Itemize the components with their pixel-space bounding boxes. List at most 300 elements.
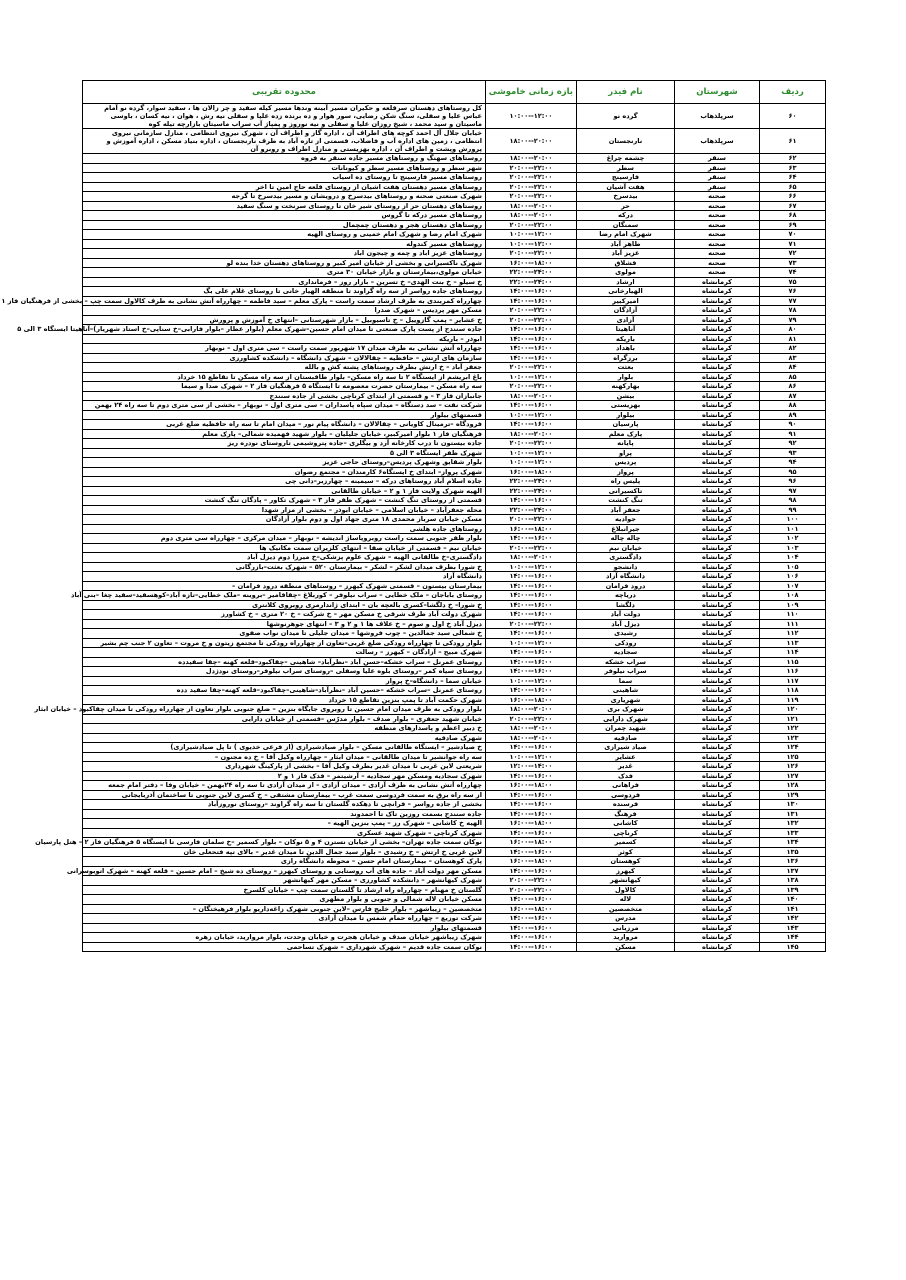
time-cell: ۱۰:۰۰--۱۲:۰۰: [486, 638, 577, 648]
row-number-cell: ۱۰۱: [760, 524, 826, 534]
table-row: [83, 410, 826, 420]
city-cell: کرمانشاه: [675, 287, 760, 297]
time-cell: ۱۰:۰۰--۱۲:۰۰: [486, 104, 577, 129]
table-row: [83, 809, 826, 819]
table-row: [83, 496, 826, 506]
table-row: [83, 553, 826, 563]
city-cell: کرمانشاه: [675, 809, 760, 819]
table-row: [83, 676, 826, 686]
row-number-cell: ۱۳۲: [760, 819, 826, 829]
row-number-cell: ۸۴: [760, 363, 826, 373]
table-body: [1, 104, 826, 952]
table-row: [83, 838, 826, 848]
row-number-cell: ۶۸: [760, 211, 826, 221]
time-cell: ۱۴:۰۰--۱۶:۰۰: [486, 591, 577, 601]
city-cell: کرمانشاه: [675, 904, 760, 914]
table-row: [83, 315, 826, 325]
time-cell: ۲۰:۰۰--۲۲:۰۰: [486, 619, 577, 629]
feeder-cell: لاله: [577, 895, 675, 905]
row-number-cell: ۱۴۴: [760, 933, 826, 943]
row-number-cell: ۹۵: [760, 467, 826, 477]
time-cell: ۲۰:۰۰--۲۲:۰۰: [486, 714, 577, 724]
time-cell: ۱۴:۰۰--۱۶:۰۰: [486, 629, 577, 639]
row-number-cell: ۷۳: [760, 258, 826, 268]
table-row: [83, 581, 826, 591]
city-cell: کرمانشاه: [675, 923, 760, 933]
row-number-cell: ۱۰۵: [760, 562, 826, 572]
table-row: [83, 591, 826, 601]
city-cell: کرمانشاه: [675, 942, 760, 952]
time-cell: ۱۴:۰۰--۱۶:۰۰: [486, 401, 577, 411]
area-cell: روستاهای عزیز اباد و چمه و چیجون اباد: [83, 249, 486, 259]
city-cell: کرمانشاه: [675, 771, 760, 781]
row-number-cell: ۸۵: [760, 372, 826, 382]
time-cell: ۱۶:۰۰--۱۸:۰۰: [486, 695, 577, 705]
feeder-cell: مروارید: [577, 933, 675, 943]
feeder-cell: سطر: [577, 163, 675, 173]
city-cell: کرمانشاه: [675, 467, 760, 477]
time-cell: ۲۰:۰۰--۲۲:۰۰: [486, 382, 577, 392]
city-cell: کرمانشاه: [675, 895, 760, 905]
city-cell: کرمانشاه: [675, 667, 760, 677]
table-row: [83, 714, 826, 724]
feeder-cell: دانشجو: [577, 562, 675, 572]
row-number-cell: ۶۷: [760, 201, 826, 211]
area-cell: روستاهای مسیر درکه تا گروس: [83, 211, 486, 221]
feeder-cell: جیرانبلاغ: [577, 524, 675, 534]
city-cell: کرمانشاه: [675, 572, 760, 582]
table-row: [83, 458, 826, 468]
row-number-cell: ۹۹: [760, 505, 826, 515]
time-cell: ۱۴:۰۰--۱۶:۰۰: [486, 800, 577, 810]
city-cell: صحنه: [675, 220, 760, 230]
city-cell: کرمانشاه: [675, 714, 760, 724]
area-cell: شهرک سجادیه ومسکن مهر سجادیه – آرشیتمر – فدک فاز ۱ و ۲: [83, 771, 486, 781]
row-number-cell: ۷۲: [760, 249, 826, 259]
city-cell: کرمانشاه: [675, 838, 760, 848]
time-cell: ۱۴:۰۰--۱۶:۰۰: [486, 866, 577, 876]
time-cell: ۲۲:۰۰--۲۴:۰۰: [486, 486, 577, 496]
row-number-cell: ۱۴۲: [760, 914, 826, 924]
time-cell: ۱۰:۰۰--۱۲:۰۰: [486, 410, 577, 420]
time-cell: ۲۰:۰۰--۲۲:۰۰: [486, 315, 577, 325]
city-cell: کرمانشاه: [675, 486, 760, 496]
time-cell: ۲۲:۰۰--۲۴:۰۰: [486, 477, 577, 487]
row-number-cell: ۷۵: [760, 277, 826, 287]
feeder-cell: کیهرز: [577, 866, 675, 876]
table-row: [83, 420, 826, 430]
table-row: [83, 268, 826, 278]
row-number-cell: ۱۰۴: [760, 553, 826, 563]
time-cell: ۱۶:۰۰--۱۸:۰۰: [486, 781, 577, 791]
area-cell: قسمتهای بیلوار: [83, 923, 486, 933]
feeder-cell: دلگشا: [577, 600, 675, 610]
feeder-cell: چشمه چراغ: [577, 154, 675, 164]
time-cell: ۱۴:۰۰--۱۶:۰۰: [486, 610, 577, 620]
time-cell: ۱۴:۰۰--۱۶:۰۰: [486, 847, 577, 857]
feeder-cell: کوثر: [577, 847, 675, 857]
table-row: [83, 705, 826, 715]
feeder-cell: شاهینی: [577, 686, 675, 696]
row-number-cell: ۱۳۱: [760, 809, 826, 819]
time-cell: ۱۰:۰۰--۱۲:۰۰: [486, 239, 577, 249]
table-row: [83, 173, 826, 183]
time-cell: ۱۸:۰۰--۲۰:۰۰: [486, 211, 577, 221]
row-number-cell: ۱۱۹: [760, 695, 826, 705]
time-cell: ۲۰:۰۰--۲۲:۰۰: [486, 163, 577, 173]
city-cell: کرمانشاه: [675, 363, 760, 373]
feeder-cell: درکه: [577, 211, 675, 221]
area-cell: بلوار رودکی به طرف میدان امام حسین تا روبروی جایگاه بنزین – ضلع جنوبی بلوار تعاون از چهارراه رودکی تا میدان چقاکبود – خیابان ابثار: [83, 705, 486, 715]
feeder-cell: سجادیه: [577, 648, 675, 658]
table-row: [83, 363, 826, 373]
time-cell: ۱۴:۰۰--۱۶:۰۰: [486, 686, 577, 696]
area-cell: خ دبیر اعظم و پاسدارهای منطقه: [83, 724, 486, 734]
row-number-cell: ۶۲: [760, 154, 826, 164]
city-cell: کرمانشاه: [675, 534, 760, 544]
feeder-cell: فارسینج: [577, 173, 675, 183]
area-cell: محله جعفرآباد – خیابان اسلامی – خیابان ابوذر – بخشی از مزار شهدا: [83, 505, 486, 515]
time-cell: ۱۰:۰۰--۱۲:۰۰: [486, 372, 577, 382]
city-cell: سرپلذهاب: [675, 129, 760, 154]
row-number-cell: ۱۳۳: [760, 828, 826, 838]
time-cell: ۱۴:۰۰--۱۶:۰۰: [486, 572, 577, 582]
city-cell: کرمانشاه: [675, 828, 760, 838]
row-number-cell: ۶۱: [760, 129, 826, 154]
time-cell: ۱۰:۰۰--۱۲:۰۰: [486, 562, 577, 572]
area-cell: خیابان مولوی،بیمارستان و بازار خیابان ۳۰ متری: [83, 268, 486, 278]
feeder-cell: سراب نیلوفر: [577, 667, 675, 677]
row-number-cell: ۷۰: [760, 230, 826, 240]
row-number-cell: ۱۰۳: [760, 543, 826, 553]
time-cell: ۱۶:۰۰--۱۸:۰۰: [486, 819, 577, 829]
row-number-cell: ۸۸: [760, 401, 826, 411]
city-cell: کرمانشاه: [675, 562, 760, 572]
table-row: [83, 781, 826, 791]
row-number-cell: ۶۴: [760, 173, 826, 183]
area-cell: چهارراه آتش نشانی به طرف میدان ۱۷ شهریور سمت راست – سی متری اول – نوبهار: [83, 344, 486, 354]
time-cell: ۱۴:۰۰--۱۶:۰۰: [486, 325, 577, 335]
row-number-cell: ۱۳۸: [760, 876, 826, 886]
feeder-cell: درود فرامان: [577, 581, 675, 591]
table-row: [83, 619, 826, 629]
row-number-cell: ۱۲۰: [760, 705, 826, 715]
city-cell: کرمانشاه: [675, 382, 760, 392]
area-cell: خ شمالی سید جمالدین – چوب فروشها – میدان جلیلی تا میدان نواب صفوی: [83, 629, 486, 639]
table-row: [83, 129, 826, 154]
area-cell: جانبازان فاز ۳ – و قسمتی از ابتدای کرناچی بخشی از جاده سنندج: [83, 391, 486, 401]
table-row: [83, 429, 826, 439]
row-number-cell: ۹۲: [760, 439, 826, 449]
feeder-cell: فدک: [577, 771, 675, 781]
time-cell: ۱۸:۰۰--۲۰:۰۰: [486, 724, 577, 734]
table-row: [83, 201, 826, 211]
time-cell: ۱۴:۰۰--۱۶:۰۰: [486, 534, 577, 544]
time-cell: ۱۲:۰۰--۱۴:۰۰: [486, 762, 577, 772]
feeder-cell: دانشگاه آزاد: [577, 572, 675, 582]
row-number-cell: ۸۳: [760, 353, 826, 363]
time-cell: ۱۴:۰۰--۱۶:۰۰: [486, 923, 577, 933]
row-number-cell: ۸۰: [760, 325, 826, 335]
city-cell: کرمانشاه: [675, 610, 760, 620]
area-cell: روستای عمرنل –سراب خشکه –حسین آباد –نظرآباد–شاهینی–چقاکبود–قلعه کهنه–چقا سفید دده: [83, 686, 486, 696]
row-number-cell: ۹۳: [760, 448, 826, 458]
city-cell: کرمانشاه: [675, 325, 760, 335]
feeder-cell: کوهستان: [577, 857, 675, 867]
city-cell: کرمانشاه: [675, 353, 760, 363]
row-number-cell: ۸۶: [760, 382, 826, 392]
time-cell: ۱۴:۰۰--۱۶:۰۰: [486, 334, 577, 344]
feeder-cell: مرزبانی: [577, 923, 675, 933]
table-row: [83, 239, 826, 249]
time-cell: ۱۴:۰۰--۱۶:۰۰: [486, 914, 577, 924]
row-number-cell: ۱۱۸: [760, 686, 826, 696]
feeder-cell: رودکی: [577, 638, 675, 648]
time-cell: ۱۴:۰۰--۱۶:۰۰: [486, 420, 577, 430]
time-cell: ۱۶:۰۰--۱۸:۰۰: [486, 524, 577, 534]
table-row: [83, 895, 826, 905]
city-cell: کرمانشاه: [675, 724, 760, 734]
time-cell: ۲۰:۰۰--۲۲:۰۰: [486, 173, 577, 183]
row-number-cell: ۷۸: [760, 306, 826, 316]
time-cell: ۱۸:۰۰--۲۰:۰۰: [486, 201, 577, 211]
table-row: [83, 534, 826, 544]
feeder-cell: سمنگان: [577, 220, 675, 230]
feeder-cell: دریاچه: [577, 591, 675, 601]
feeder-cell: پارسیان: [577, 420, 675, 430]
time-cell: ۱۰:۰۰--۱۲:۰۰: [486, 230, 577, 240]
feeder-cell: مدرس: [577, 914, 675, 924]
row-number-cell: ۱۰۸: [760, 591, 826, 601]
time-cell: ۱۴:۰۰--۱۶:۰۰: [486, 600, 577, 610]
feeder-cell: رشیدی: [577, 629, 675, 639]
time-cell: ۲۰:۰۰--۲۲:۰۰: [486, 182, 577, 192]
area-cell: خیابان نیم – قسمتی از خیابان صفا – انتهای کلزیران سمت مکانیک ها: [83, 543, 486, 553]
area-cell: ابوذر – باریکه: [83, 334, 486, 344]
area-cell: شهرک صادقیه: [83, 733, 486, 743]
table-row: [83, 942, 826, 952]
row-number-cell: ۱۲۱: [760, 714, 826, 724]
row-number-cell: ۱۰۹: [760, 600, 826, 610]
feeder-cell: شهریاری: [577, 695, 675, 705]
area-cell: گلستان خ مهنام – چهارراه راه ارشاد تا گلستان سمت چپ – خیابان کلسرخ: [83, 885, 486, 895]
area-cell: خ شورا– خ دلگشا–کسری بالعچه بان – ابتدای ژاندارمری روبروی کلانتری: [83, 600, 486, 610]
area-cell: جعفر آباد – خ ارتش بطرف روستاهای پشته کش و بالله: [83, 363, 486, 373]
table-row: [83, 296, 826, 306]
feeder-cell: ارشاد: [577, 277, 675, 287]
row-number-cell: ۱۲۵: [760, 752, 826, 762]
row-number-cell: ۱۲۶: [760, 762, 826, 772]
row-number-cell: ۹۶: [760, 477, 826, 487]
row-number-cell: ۱۰۲: [760, 534, 826, 544]
row-number-cell: ۱۰۰: [760, 515, 826, 525]
table-row: [83, 230, 826, 240]
table-row: [83, 800, 826, 810]
area-cell: شرکت توزیع – چهارراه حمام شمس تا میدان آزادی: [83, 914, 486, 924]
city-cell: کرمانشاه: [675, 686, 760, 696]
feeder-cell: گرده نو: [577, 104, 675, 129]
time-cell: ۲۰:۰۰--۲۲:۰۰: [486, 363, 577, 373]
city-cell: کرمانشاه: [675, 695, 760, 705]
feeder-cell: امیرکبیر: [577, 296, 675, 306]
area-cell: بلوار شقایق وشهرک پردیس–روستای حاجی عزیز: [83, 458, 486, 468]
area-cell: شهر سطر و روستاهای مسیر سطر و کیونانات: [83, 163, 486, 173]
time-cell: ۱۴:۰۰--۱۶:۰۰: [486, 771, 577, 781]
header-area: محدوده تقریبی: [83, 81, 486, 104]
feeder-cell: صادقیه: [577, 733, 675, 743]
time-cell: ۱۸:۰۰--۲۰:۰۰: [486, 705, 577, 715]
area-cell: لاین غربی خ ارتش – خ رشیدی – بلوار سید جمال الدین تا میدان غدیر – بالای تپه فتحعلی خان: [83, 847, 486, 857]
time-cell: ۱۴:۰۰--۱۶:۰۰: [486, 895, 577, 905]
table-row: [83, 401, 826, 411]
feeder-cell: بهزیستی: [577, 401, 675, 411]
row-number-cell: ۹۱: [760, 429, 826, 439]
feeder-cell: نارنجستان: [577, 129, 675, 154]
table-row: [83, 287, 826, 297]
area-cell: کل روستاهای دهستان سرقلعه و حکیران مسیر آبینه وندها مسیر کیله سفید و چر زالان ها ، سفید سوار، گرده نو آمام عباس علیا و سفلی، سنگ شکن رضایی، سور هوار و ده برنده زده علیا و سفلی نیه رش ، هوان ، نیه کسان ، باوسی ماسیتان و سید محمد ، شیخ روزان علیا و سفلی و نیه نوروز و پمپاژ آب سراب ماسیتان بازارچه تیله کوه: [83, 104, 486, 129]
feeder-cell: مسکن: [577, 942, 675, 952]
row-number-cell: ۷۶: [760, 287, 826, 297]
table-row: [83, 562, 826, 572]
time-cell: ۲۰:۰۰--۲۲:۰۰: [486, 543, 577, 553]
city-cell: کرمانشاه: [675, 543, 760, 553]
table-row: [83, 439, 826, 449]
table-row: [83, 733, 826, 743]
table-row: [83, 686, 826, 696]
feeder-cell: فراهانی: [577, 781, 675, 791]
city-cell: صحنه: [675, 249, 760, 259]
feeder-cell: بعثت: [577, 363, 675, 373]
row-number-cell: ۸۹: [760, 410, 826, 420]
table-row: [83, 163, 826, 173]
feeder-cell: آزادی: [577, 315, 675, 325]
city-cell: کرمانشاه: [675, 857, 760, 867]
area-cell: خ شورا بطرف میدان لشکر – لشکر – بیمارستان ۵۲۰ – شهرک بعثت–بازرگانی: [83, 562, 486, 572]
feeder-cell: تاکسیرانی: [577, 486, 675, 496]
row-number-cell: ۱۴۳: [760, 923, 826, 933]
area-cell: روستاهای مسیر دهستان هفت اشیان از روستای قلعه حاج امین تا اخر: [83, 182, 486, 192]
time-cell: ۲۰:۰۰--۲۲:۰۰: [486, 220, 577, 230]
city-cell: کرمانشاه: [675, 401, 760, 411]
row-number-cell: ۱۲۹: [760, 790, 826, 800]
time-cell: ۱۴:۰۰--۱۶:۰۰: [486, 790, 577, 800]
feeder-cell: غدیر: [577, 762, 675, 772]
table-row: [83, 743, 826, 753]
time-cell: ۱۰:۰۰--۱۲:۰۰: [486, 676, 577, 686]
table-row: [83, 477, 826, 487]
feeder-cell: شهرک دارایی: [577, 714, 675, 724]
feeder-cell: پراو: [577, 448, 675, 458]
city-cell: کرمانشاه: [675, 372, 760, 382]
city-cell: کرمانشاه: [675, 429, 760, 439]
time-cell: ۱۸:۰۰--۲۰:۰۰: [486, 129, 577, 154]
feeder-cell: بهارکهنه: [577, 382, 675, 392]
feeder-cell: فرهنگ: [577, 809, 675, 819]
city-cell: سنقر: [675, 154, 760, 164]
area-cell: جاده سنندج بسمت روزبن تاک تا احمدوند: [83, 809, 486, 819]
feeder-cell: کالاول: [577, 885, 675, 895]
feeder-cell: دولت آباد: [577, 610, 675, 620]
city-cell: کرمانشاه: [675, 648, 760, 658]
area-cell: بلوار رودکی تا چهارراه رودکی ضلع غربی–تعاون از چهارراه رودکی تا مجتمع زیتون و خ مروت – تعاون ۲ جنب چم بشیر: [83, 638, 486, 648]
outage-table: [1, 80, 826, 952]
area-cell: شهرک صنعتی صحنه و روستاهای بیدسرخ و درویشان و مسیر بیدسرخ تا گرجه: [83, 192, 486, 202]
feeder-cell: تنگ کنشت: [577, 496, 675, 506]
table-row: [83, 752, 826, 762]
table-row: [83, 486, 826, 496]
city-cell: صحنه: [675, 258, 760, 268]
feeder-cell: جعفر آباد: [577, 505, 675, 515]
city-cell: سنقر: [675, 173, 760, 183]
time-cell: ۱۴:۰۰--۱۶:۰۰: [486, 657, 577, 667]
table-row: [83, 344, 826, 354]
city-cell: کرمانشاه: [675, 505, 760, 515]
feeder-cell: پرواز: [577, 467, 675, 477]
row-number-cell: ۱۲۷: [760, 771, 826, 781]
table-row: [83, 104, 826, 129]
area-cell: جاده اسلام آباد روستاهای درکه – سیمینه – چهارزبر–دانی چی: [83, 477, 486, 487]
area-cell: شهرک حکمت آباد تا پمپ بنزین تقاطع ۱۵ خرداد: [83, 695, 486, 705]
table-row: [83, 923, 826, 933]
area-cell: شهرک ناکسیرانی و بخشی از خیابان امیر کبیر و روستاهای دهستان خدا بنده لو: [83, 258, 486, 268]
area-cell: شهرک امام رضا و شهرک امام خمینی و روستای الهیه: [83, 230, 486, 240]
row-number-cell: ۱۲۳: [760, 733, 826, 743]
feeder-cell: عزیز آباد: [577, 249, 675, 259]
area-cell: مسکن خیابان سرباز محمدی ۱۸ متری جهاد اول و دوم بلوار آزادگان: [83, 515, 486, 525]
feeder-cell: قشلاق: [577, 258, 675, 268]
row-number-cell: ۹۷: [760, 486, 826, 496]
table-row: [83, 866, 826, 876]
time-cell: ۱۴:۰۰--۱۶:۰۰: [486, 581, 577, 591]
city-cell: صحنه: [675, 268, 760, 278]
table-row: [83, 258, 826, 268]
city-cell: کرمانشاه: [675, 524, 760, 534]
area-cell: شهرک کرناچی – شهرک شهید عسکری: [83, 828, 486, 838]
city-cell: کرمانشاه: [675, 277, 760, 287]
row-number-cell: ۱۱۵: [760, 657, 826, 667]
table-row: [83, 847, 826, 857]
city-cell: کرمانشاه: [675, 334, 760, 344]
feeder-cell: سما: [577, 676, 675, 686]
row-number-cell: ۱۳۰: [760, 800, 826, 810]
row-number-cell: ۶۰: [760, 104, 826, 129]
city-cell: کرمانشاه: [675, 553, 760, 563]
feeder-cell: شهرک امام رضا: [577, 230, 675, 240]
row-number-cell: ۱۴۱: [760, 904, 826, 914]
feeder-cell: فردوسی: [577, 790, 675, 800]
outage-schedule-sheet: [1, 80, 825, 952]
area-cell: نوکان سمت جاده تهران– بخشی از خیابان نسترن ۴ و ۵ نوکان – بلوار کسمیر –خ سلمان فارسی تا ایستگاه ۵ فرهنگیان فاز ۲ – هتل پارسیان: [83, 838, 486, 848]
area-cell: جاده سنندج از پست پارک صنعتی تا میدان امام حسین–شهرک معلم (بلوار عطار –بلوار فارابی–خ سناپی–خ استاد شهریار)–آناهیتا ایستگاه ۳ الی ۵: [83, 325, 486, 335]
area-cell: بیمارستان بیستون – قسمتی شهرک کیهرز – روستاهای منطقه درود فرامان –: [83, 581, 486, 591]
time-cell: ۱۶:۰۰--۱۸:۰۰: [486, 467, 577, 477]
feeder-cell: برزگراه: [577, 353, 675, 363]
city-cell: صحنه: [675, 201, 760, 211]
area-cell: شهرک دولت آباد طرف شرقی خ مسکن مهر – خ شرکت – خ ۲۰ متری – خ کشاورز: [83, 610, 486, 620]
time-cell: ۱۶:۰۰--۱۸:۰۰: [486, 904, 577, 914]
area-cell: روستاهای دهستان حر از روستای شیر خان تا روستای سرنخت و سنگ سفید: [83, 201, 486, 211]
table-row: [83, 771, 826, 781]
feeder-cell: باهداد: [577, 344, 675, 354]
area-cell: دیزل آباد خ اول و سوم – خ علاف ها ۱ و ۲ و ۳ – انتهای جوهرنوشها: [83, 619, 486, 629]
feeder-cell: صیاد شیرازی: [577, 743, 675, 753]
feeder-cell: پایانه: [577, 439, 675, 449]
table-row: [83, 904, 826, 914]
city-cell: کرمانشاه: [675, 458, 760, 468]
feeder-cell: بیلوار: [577, 410, 675, 420]
area-cell: شریعتی لاین غربی تا میدان غدیر بطرف وکیل آقا – بخشی از پارکینگ شهرداری: [83, 762, 486, 772]
table-row: [83, 762, 826, 772]
